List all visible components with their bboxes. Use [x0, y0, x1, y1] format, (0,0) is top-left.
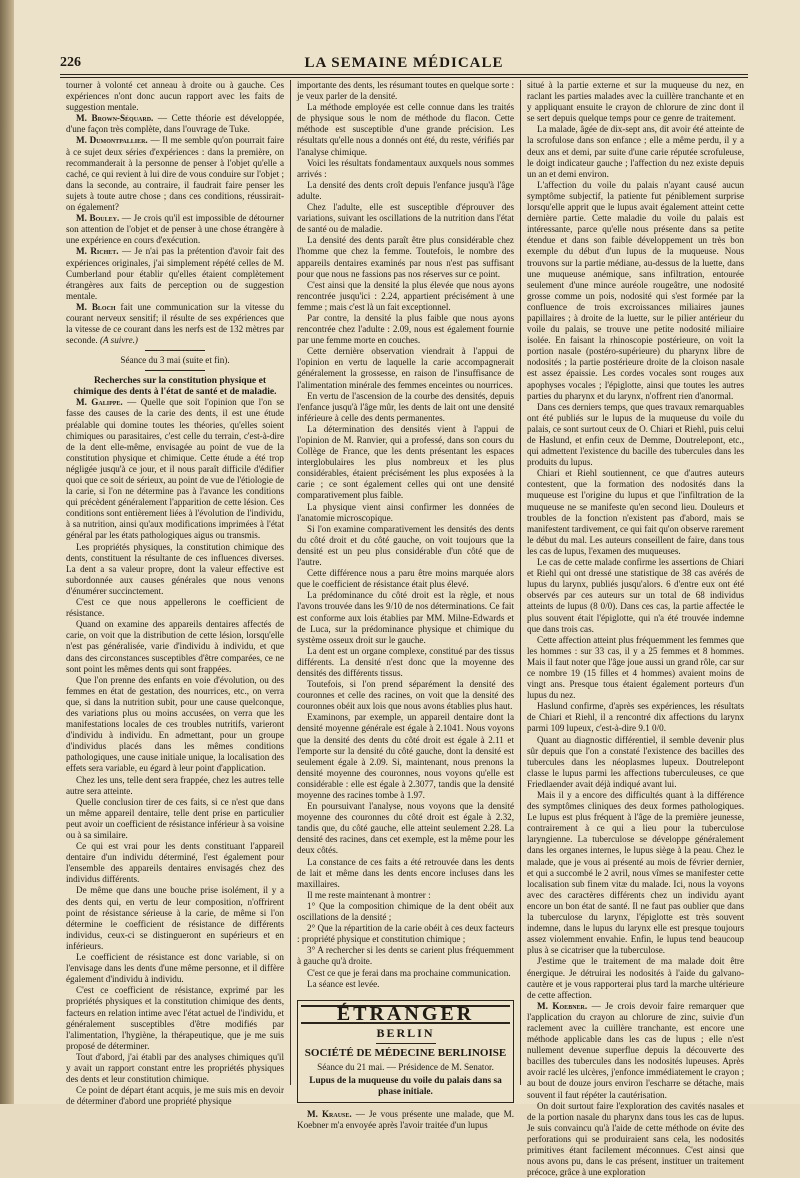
paragraph: On doit surtout faire l'exploration des cavités nasales et de la portion nasale du pharynx dans tous les cas de lupus. Je suis convaincu qu'à l'aide de cette méthode on évite des perforations qui se produiraient sans cela, les nodosités primitives étant facilement méconnues. C'est ainsi que nous avons pu, dans le cas présent, instituer un traitement précoce, grâce à une exploration	[527, 1100, 744, 1178]
paragraph: 3° A rechercher si les dents se carient plus fréquemment à gauche qu'à droite.	[297, 945, 514, 967]
paragraph: Il me reste maintenant à montrer :	[307, 889, 431, 900]
paragraph: En vertu de l'ascension de la courbe des densités, depuis l'enfance jusqu'à l'âge mûr, les dents de lait ont une densité inférieure à celle des dents permanentes.	[297, 390, 514, 423]
paragraph	[66, 135, 284, 213]
paragraph: La dent est un organe complexe, constitué par des tissus différents. La densité n'est donc que la moyenne des densités des différents tissus.	[297, 645, 514, 678]
paragraph: Quant au diagnostic différentiel, il semble devenir plus sûr depuis que l'on a constaté l'existence des bacilles des tubercules dans les néoplasmes lupeux. Doutrelepont classe le lupus parmi les affections tuberculeuses, ce que Friedlaender avait déjà indiqué avant lui.	[527, 734, 744, 789]
paragraph: 1° Que la composition chimique de la dent obéit aux oscillations de la densité ;	[297, 900, 514, 923]
paragraph: Chiari et Riehl soutiennent, ce que d'autres auteurs contestent, que la formation des nodosités dans la muqueuse est l'origine du lupus et que l'infiltration de la muqueuse ne se manifeste qu'en second lieu. Douleurs et troubles de la fonction n'existent pas d'abord, mais se manifestent tardivement, ce qui fait qu'on observe rarement le début du mal. Les auteurs conseillent de faire, dans tous les cas de lupus, l'examen des muqueuses.	[527, 468, 745, 556]
paragraph: Voici les résultats fondamentaux auxquels nous sommes arrivés :	[297, 157, 514, 179]
paragraph: tourner à volonté cet anneau à droite ou à gauche. Ces expériences n'ont donc aucun rapport avec les faits de suggestion mentale.	[66, 80, 284, 113]
paragraph: La densité des dents croît depuis l'enfance jusqu'à l'âge adulte.	[297, 179, 514, 201]
paragraph: La constance de ces faits a été retrouvée dans les dents de lait et même dans les dents encore incluses dans les maxillaires.	[297, 856, 514, 889]
paragraph: Cette différence nous a paru être moins marquée alors que le coefficient de résistance était plus élevé.	[297, 568, 514, 590]
speaker-name: M. Dumontpallier.	[76, 135, 148, 146]
divider	[145, 350, 205, 351]
paragraph: Haslund confirme, d'après ses expériences, les résultats de Chiari et Riehl, il a rencontré dix affections du larynx parmi 109 lupeux, c'est-à-dire 9.1 0/0.	[527, 701, 744, 734]
paragraph: J'estime que le traitement de ma malade doit être énergique. Je détruirai les nodosités à l'aide du galvano-cautère et je vous rapporterai plus tard la marche ultérieure de cette affection.	[527, 956, 744, 1000]
paragraph	[66, 246, 284, 301]
paragraph: La malade, âgée de dix-sept ans, dit avoir été atteinte de la scrofulose dans son enfance ; elle a même perdu, il y a deux ans et demi, par suite d'une carie réputée scrofuleuse, le doigt indicateur gauche ; l'affection du nez existe depuis un an et demi environ.	[527, 124, 744, 179]
case-title: Lupus de la muqueuse du voile du palais dans sa phase initiale.	[309, 1076, 502, 1098]
paragraph: La densité des dents paraît être plus considérable chez l'homme que chez la femme. Toutefois, le nombre des appareils dentaires examinés par nous n'est pas suffisant pour que nous ne fassions pas nos réserves sur ce point.	[297, 235, 514, 279]
paragraph: De même que dans une bouche prise isolément, il y a des dents qui, en vertu de leur composition, n'offrirent point de résistance sérieuse à la carie, de même si l'on détermine le coefficient de résistance de différents individus, ceux-ci se distingueront en supérieurs et en inférieurs.	[66, 885, 284, 951]
paragraph: 2° Que la répartition de la carie obéit à ces deux facteurs : propriété physique et constitution chimique ;	[297, 923, 514, 945]
paragraph	[66, 213, 284, 246]
paragraph: Que l'on prenne des enfants en voie d'évolution, ou des femmes en état de gestation, des nourrices, etc., on verra que, si dans la nutrition subit, pour une cause quelconque, des variations plus ou moins accusées, on verra que les manifestations locales de ces troubles nutritifs, varieront d'individu à individu. En admettant, pour un groupe d'individus placés dans les mêmes conditions pathologiques, une cause initiale unique, la localisation des effets sera variable, eu égard à leur point d'application.	[66, 674, 284, 774]
paragraph: En poursuivant l'analyse, nous voyons que la densité moyenne des couronnes du côté droit est égale à 2.32, tandis que, du côté gauche, elle atteint seulement 2.28. La densité des racines, dans cet exemple, est la même pour les deux côtés.	[297, 801, 514, 856]
paragraph-text: — Quelle que soit l'opinion que l'on se fasse des causes de la carie des dents, il est une étude préalable qui domine toutes les théories, qu'elles soient chimiques ou parasitaires, c'est celle du terrain, c'est-à-dire de la dent elle-même, envisagée au point de vue de la constitution physique et chimique. Cette étude a été trop négligée jusqu'à ce jour, et il nous paraît difficile d'édifier quoi que ce soit de sérieux, au point de vue de l'étiologie de la carie, si l'on ne détermine pas à l'avance les conditions qui précèdent généralement l'apparition de cette lésion. Ces conditions sont entièrement liées à l'évolution de l'individu, à sa nutrition, ainsi qu'aux modifications imprimées à l'état général par les états pathologiques aigus ou transmis.	[66, 397, 285, 541]
paragraph: La prédominance du côté droit est la règle, et nous l'avons trouvée dans les 9/10 de nos déterminations. Ce fait est conforme aux lois établies par MM. Milne-Edwards et de Luca, sur la prédominance physique et chimique du système osseux droit sur le gauche.	[297, 590, 514, 645]
paragraph: Cette affection atteint plus fréquemment les femmes que les hommes : sur 33 cas, il y a 25 femmes et 8 hommes. Mais il faut noter que l'âge joue aussi un grand rôle, car sur ce nombre 19 (15 filles et 4 hommes) avaient moins de vingt ans. Presque tous étaient également porteurs d'un lupus du nez.	[527, 634, 744, 701]
paragraph: Dans ces derniers temps, que ques travaux remarquables ont été publiés sur le lupus de la muqueuse du voile du palais, ce sont surtout ceux de O. Chiari et Riehl, puis celui de Haslund, et enfin ceux de Demme, Doutrelepont, etc., qui admettent l'existence du bacille des tubercules dans les produits du lupus.	[527, 401, 744, 468]
paragraph: importante des dents, les résumant toutes en quelque sorte : je veux parler de la densité.	[297, 80, 514, 102]
paragraph-text: — Je vous présente une malade, que M. Koebner m'a envoyée après l'avoir traitée d'un lupus	[297, 1109, 514, 1131]
column-3	[520, 80, 750, 1178]
paragraph: Cette dernière observation viendrait à l'appui de l'opinion en vertu de laquelle la carie accompagnerait généralement la grossesse, en raison de l'insuffisance de l'alimentation minérale des femmes enceintes ou nourrices.	[297, 346, 514, 390]
speaker-name: M. Brown-Séquard.	[76, 113, 154, 124]
speaker-name: M. Krause.	[307, 1109, 352, 1120]
paragraph	[297, 1109, 514, 1131]
speaker-name: M. Richet.	[76, 246, 119, 257]
paragraph: Chez les uns, telle dent sera frappée, chez les autres telle autre sera atteinte.	[66, 774, 284, 796]
paragraph-text: — Je crois qu'il est impossible de détourner son attention de l'objet et de penser à une chose étrangère à une expérience en cours d'exécution.	[66, 213, 284, 246]
journal-title: LA SEMAINE MÉDICALE	[304, 54, 504, 71]
page-header	[60, 52, 748, 75]
paragraph	[66, 113, 284, 135]
paragraph: Ce point de départ étant acquis, je me suis mis en devoir de déterminer d'abord une propriété physique	[66, 1085, 284, 1107]
paragraph: Tout d'abord, j'ai établi par des analyses chimiques qu'il y avait un rapport constant entre les propriétés physiques des dents et leur constitution chimique.	[66, 1051, 284, 1085]
speaker-name: M. Galippe.	[76, 397, 123, 408]
paragraph: Quelle conclusion tirer de ces faits, si ce n'est que dans un même appareil dentaire, telle dent prise en particulier peut avoir un coefficient de résistance inférieur à sa voisine ou à sa similaire.	[66, 796, 284, 840]
paragraph: Les propriétés physiques, la constitution chimique des dents, constituent la résultante de ces influences diverses. La dent a sa valeur propre, dont la valeur effective est subordonnée aux causes générales que nous venons d'énumérer succinctement.	[66, 541, 284, 596]
paragraph: La détermination des densités vient à l'appui de l'opinion de M. Ranvier, qui a professé, dans son cours du Collège de France, que les dents présentant les espaces interglobulaires les plus nombreux et les plus considérables, étaient précisément les plus exposées à la carie ; ce sont également celles qui ont une densité comparativement plus faible.	[297, 423, 514, 501]
paragraph: L'affection du voile du palais n'ayant causé aucun symptôme subjectif, la patiente fut péniblement surprise lorsqu'elle apprit que le lupus avait également atteint cette dernière partie. Cette maladie du voile du palais est intéressante, parce qu'elle nous présente dans sa petite étendue et dans son faible développement un très bon exemple du début d'un lupus de la muqueuse. Nous trouvons sur la partie médiane, au-dessus de la luette, dans une muqueuse anémique, sans infiltration, entourée seulement d'une mince auréole rougeâtre, une nodosité grosse comme un pois, nodosité qui s'est formée par la confluence de trois excroissances miliaires jaunes papillaires ; à droite de la luette, sur le pilier antérieur du voile du palais, se trouve une petite nodosité miliaire isolée. En faisant la rhinoscopie postérieure, on voit la portion nasale (postéro-supérieure) du pharynx libre de nodosités ; la partie postérieure droite de la cloison nasale est assez épaissie. Les cordes vocales sont rouges aux apophyses vocales ; l'épiglotte, ainsi que toutes les autres parties du pharynx et du larynx, n'offrent rien d'anormal.	[527, 179, 744, 401]
paragraph: Si l'on examine comparativement les densités des dents du côté droit et du côté gauche, on voit toujours que la densité est un peu plus considérable d'un côté que de l'autre.	[297, 523, 514, 568]
text-columns	[60, 80, 750, 1178]
section-heading: ÉTRANGER	[301, 1005, 510, 1024]
paragraph: Le coefficient de résistance est donc variable, si on l'envisage dans les dents d'une même personne, et il diffère également d'individu à individu.	[66, 952, 284, 985]
paragraph-text: — Il me semble qu'on pourrait faire à ce sujet deux séries d'expériences : dans la première, on recommanderait à la personne de penser à l'objet qu'elle a caché, ce qui revient à lui dire de vous conduire sur l'objet ; dans la seconde, au contraire, il faudrait faire penser les sujets à toute autre chose ; dans ces conditions, réussirait-on également?	[66, 135, 284, 213]
divider	[376, 1043, 436, 1044]
paragraph: C'est ainsi que la densité la plus élevée que nous ayons rencontrée jusqu'ici : 2.24, appartient précisément à une femme ; mais c'est là un fait exceptionnel.	[297, 279, 514, 312]
paragraph-text: fait une communication sur la vitesse du courant nerveux sensitif; il résulte de ses expériences que la vitesse de ce courant dans les nerfs est de 132 mètres par seconde.	[66, 301, 285, 346]
paragraph: C'est ce que nous appellerons le coefficient de résistance.	[66, 597, 284, 619]
to-be-continued: (A suivre.)	[99, 335, 138, 346]
paragraph: Chez l'adulte, elle est susceptible d'éprouver des variations, suivant les oscillations de la nutrition dans l'état de santé ou de maladie.	[297, 202, 514, 235]
paragraph: La séance est levée.	[307, 978, 380, 989]
paragraph: Par contre, la densité la plus faible que nous ayons rencontrée chez l'adulte : 2.09, nous est également fournie par une femme morte en couches.	[297, 312, 514, 346]
speaker-name: M. Bouley.	[76, 213, 120, 224]
paragraph: C'est ce que je ferai dans ma prochaine communication.	[307, 967, 511, 978]
paragraph-text: — Je crois devoir faire remarquer que l'application du crayon au chlorure de zinc, suivie d'un raclement avec la cuillère tranchante, est encore une méthode applicable dans les cas de lupus ; elle n'est nullement devenue superflue depuis la découverte des bacilles des tubercules dans les nodosités lupeuses. Après avoir raclé les ulcères, j'enfonce immédiatement le crayon ; au bout de douze jours environ l'escharre se détache, mais souvent il faut répéter la cautérisation.	[527, 1000, 744, 1100]
paragraph-text: — Cette théorie est développée, d'une façon très complète, dans l'ouvrage de Tuke.	[66, 113, 284, 135]
paragraph: C'est ce coefficient de résistance, exprimé par les propriétés physiques et la constitution chimique des dents, facteurs en relation intime avec l'état actuel de l'individu, et généralement susceptibles d'être modifiés par l'alimentation, l'hygiène, la thérapeutique, que je me suis proposé de déterminer.	[66, 985, 284, 1051]
paragraph: Examinons, par exemple, un appareil dentaire dont la densité moyenne générale est égale à 2.1041. Nous voyons que la densité des dents du côté droit est égale à 2.11 et l'emporte sur la densité du côté gauche, dont la densité est seulement égale à 2.09. Si, maintenant, nous prenons la densité moyenne des couronnes, nous voyons qu'elle est considérable : elle est égale à 2.3077, tandis que la densité moyenne des racines tombe à 1.97.	[297, 712, 514, 800]
page-number: 226	[60, 55, 81, 70]
column-1	[60, 80, 290, 1107]
paragraph-text: — Je n'ai pas la prétention d'avoir fait des expériences originales, j'ai simplement répété celles de M. Cumberland pour établir qu'elles étaient complètement étrangères aux faits de perception ou de suggestion mentale.	[66, 246, 284, 301]
speaker-name: M. Koebner.	[537, 1000, 588, 1011]
paragraph	[66, 302, 284, 346]
paragraph: La méthode employée est celle connue dans les traités de physique sous le nom de méthode du flacon. Cette méthode est susceptible d'une grande précision. Les résultats qu'elle nous a donnés ont été, du reste, vérifiés par l'analyse chimique.	[297, 102, 514, 157]
paragraph: Ce qui est vrai pour les dents constituant l'appareil dentaire d'un individu déterminé, l'est également pour l'ensemble des appareils dentaires envisagés chez des individus différents.	[66, 841, 284, 885]
speaker-name: M. Bloch	[76, 301, 116, 312]
session-heading: Séance du 3 mai (suite et fin).	[120, 355, 230, 366]
paragraph	[66, 397, 284, 541]
paragraph	[527, 1001, 744, 1101]
city-heading: BERLIN	[376, 1025, 435, 1040]
paragraph: Toutefois, si l'on prend séparément la densité des couronnes et celle des racines, on voit que la densité des couronnes obéit aux lois que nous avons établies plus haut.	[297, 679, 514, 712]
paragraph: Le cas de cette malade confirme les assertions de Chiari et Riehl qui ont dressé une statistique de 38 cas avérés de lupus du larynx, publiés jusqu'alors. 6 d'entre eux ont été observés par ces auteurs sur un total de 68 individus atteints de lupus (8 0/0). Dans ces cas, la partie affectée le plus souvent était l'épiglotte, qui n'a été trouvée indemne que dans trois cas.	[527, 557, 744, 634]
society-name: SOCIÉTÉ DE MÉDECINE BERLINOISE	[304, 1046, 507, 1059]
paragraph: Mais il y a encore des difficultés quant à la différence des symptômes cliniques des deux formes pathologiques. Le lupus est plus fréquent à l'âge de la première jeunesse, contrairement à ce qui a lieu pour la tuberculose laryngienne. La tuberculose se développe généralement dans les organes internes, le lupus siège à la peau. Chez le malade, que je vous ai présenté au mois de février dernier, et qui a succombé le 2 avril, nous vîmes se manifester cette localisation sub finem vitæ du malade. Ici, nous la voyons avec des caractères différents chez un individu ayant encore un bon état de santé. Il ne faut pas oublier que dans la tuberculose du larynx, l'épiglotte est très souvent indemne, dans le lupus du larynx elle est presque toujours assez violemment envahie. Enfin, le lupus tend beaucoup plus à se cicatriser que la tuberculose.	[527, 790, 744, 956]
paragraph: Quand on examine des appareils dentaires affectés de carie, on voit que la distribution de cette lésion, lorsqu'elle n'est pas généralisée, varie d'individu à individu, et que dans des circonstances susceptibles d'être comparées, ce ne sont point les mêmes dents qui sont frappées.	[66, 619, 284, 674]
paragraph: situé à la partie externe et sur la muqueuse du nez, en raclant les parties malades avec la cuillère tranchante et en y appliquant ensuite le crayon de chlorure de zinc dont il se sert depuis quelque temps pour ce genre de traitement.	[527, 80, 744, 124]
session-line: Séance du 21 mai. — Présidence de M. Senator.	[317, 1061, 494, 1072]
foreign-section-box	[297, 1000, 514, 1103]
paragraph: La physique vient ainsi confirmer les données de l'anatomie microscopique.	[297, 501, 514, 523]
research-title: Recherches sur la constitution physique et chimique des dents à l'état de santé et de maladie.	[73, 375, 277, 398]
column-2	[290, 80, 520, 1131]
header-rule	[60, 77, 748, 78]
binding-edge	[0, 0, 14, 1104]
divider	[145, 370, 205, 371]
